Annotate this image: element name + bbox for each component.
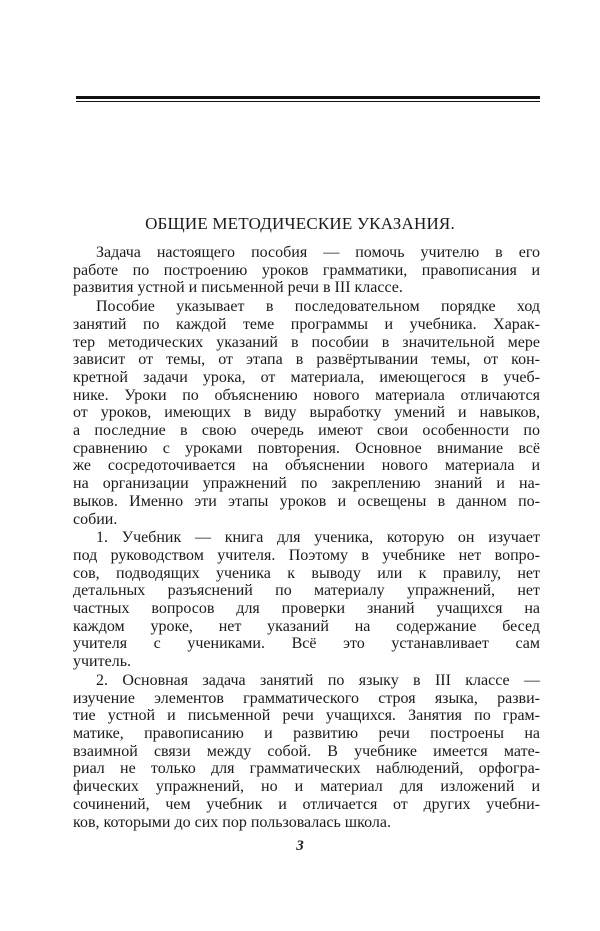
- text-line: зависит от темы, от этапа в развёртывании темы, от кон-: [73, 351, 540, 369]
- text-line: Пособие указывает в последовательном порядке ход: [96, 298, 540, 316]
- text-line: выков. Именно эти этапы уроков и освещены в данном по-: [73, 492, 540, 510]
- header-rule-thick: [76, 96, 540, 99]
- text-line: Задача настоящего пособия — помочь учителю в его: [96, 244, 540, 261]
- text-line: частных вопросов для проверки знаний учащихся на: [73, 600, 540, 618]
- page-number: 3: [296, 838, 304, 854]
- text-line: собии.: [73, 510, 118, 528]
- text-line: работе по построению уроков грамматики, правописания и: [73, 261, 540, 279]
- header-rule-thin: [76, 101, 540, 102]
- text-line: тие устной и письменной речи учащихся. Занятия по грам-: [73, 707, 540, 725]
- text-line: детальных разъяснений по материалу упражнений, нет: [73, 582, 540, 600]
- text-line: 1. Учебник — книга для ученика, которую он изучает: [96, 529, 540, 547]
- text-line: сов, подводящих ученика к выводу или к правилу, нет: [73, 564, 540, 582]
- text-line: сравнению с уроками повторения. Основное внимание всё: [73, 439, 540, 457]
- text-line: фических упражнений, но и материал для изложений и: [73, 778, 540, 796]
- text-line: тер методических указаний в пособии в значительной мере: [73, 333, 540, 351]
- text-line: нике. Уроки по объяснению нового материала отличаются: [73, 386, 540, 404]
- text-line: от уроков, имеющих в виду выработку умений и навыков,: [73, 404, 540, 422]
- text-line: занятий по каждой теме программы и учебника. Харак-: [73, 315, 540, 333]
- body-text: [73, 244, 540, 832]
- text-line: а последние в свою очередь имеют свои особенности по: [73, 422, 540, 440]
- text-line: под руководством учителя. Поэтому в учебнике нет вопро-: [73, 546, 540, 564]
- paragraph: [73, 529, 540, 671]
- section-title: ОБЩИЕ МЕТОДИЧЕСКИЕ УКАЗАНИЯ.: [145, 214, 455, 233]
- text-line: взаимной связи между собой. В учебнике имеется мате-: [73, 742, 540, 760]
- paragraph: [73, 672, 540, 831]
- text-line: матике, правописанию и развитию речи построены на: [73, 724, 540, 742]
- text-line: учителя с учениками. Всё это устанавливает сам: [73, 635, 540, 653]
- text-line: развития устной и письменной речи в III классе.: [73, 279, 403, 297]
- text-line: же сосредоточивается на объяснении нового материала и: [73, 457, 540, 475]
- text-line: ков, которыми до сих пор пользовалась школа.: [73, 813, 391, 831]
- text-line: сочинений, чем учебник и отличается от других учебни-: [73, 795, 540, 813]
- text-line: риал не только для грамматических наблюдений, орфогра-: [73, 760, 540, 778]
- text-line: 2. Основная задача занятий по языку в III классе —: [96, 671, 540, 689]
- text-line: учитель.: [73, 653, 131, 671]
- paragraph: [73, 244, 540, 297]
- text-line: кретной задачи урока, от материала, имеющегося в учеб-: [73, 368, 540, 386]
- text-line: каждом уроке, нет указаний на содержание бесед: [73, 617, 540, 635]
- paragraph: [73, 298, 540, 528]
- text-line: на организации упражнений по закреплению знаний и на-: [73, 475, 540, 493]
- text-line: изучение элементов грамматического строя языка, разви-: [73, 689, 540, 707]
